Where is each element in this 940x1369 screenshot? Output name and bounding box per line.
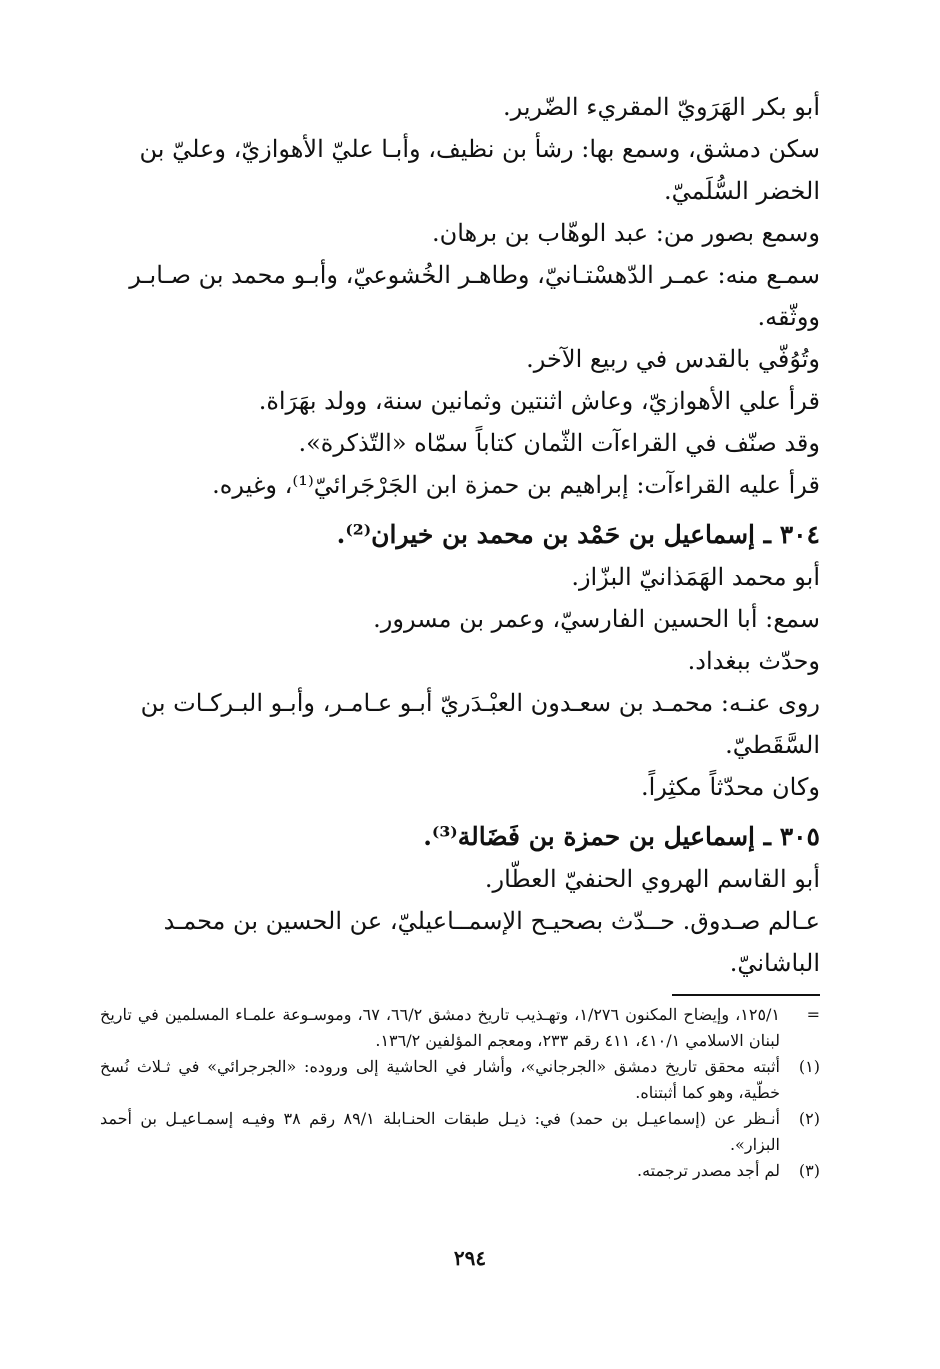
text-line: الخضر السُّلَميّ. — [664, 177, 820, 205]
text-line: أبو بكر الهَرَويّ المقريء الضّرير. — [503, 93, 820, 121]
main-text — [100, 86, 820, 984]
footnote-1 — [100, 1054, 820, 1106]
footnotes — [100, 1000, 820, 1184]
text-line: سمـع منه: عمـر الدّهسْتـانيّ، وطاهـر الخُشوعيّ، وأبـو محمد بن صـابـر — [129, 261, 820, 289]
text-line: سكن دمشق، وسمع بها: رشأ بن نظيف، وأبـا عليّ الأهوازيّ، وعليّ بن — [139, 135, 820, 163]
footnote-mark: = — [806, 1005, 820, 1024]
text-line: أبو القاسم الهروي الحنفيّ العطّار. — [484, 865, 820, 893]
text-line: وحدّث ببغداد. — [687, 647, 820, 675]
footnote-text: لم أجد مصدر ترجمته. — [637, 1161, 780, 1180]
footnote-mark: (٢) — [798, 1109, 820, 1128]
text-line: وتُوُفّي بالقدس في ربيع الآخر. — [526, 345, 820, 373]
footnote-2 — [100, 1106, 820, 1158]
footnote-mark: (١) — [798, 1057, 820, 1076]
footnote-text: أنـظر عن (إسماعيـل بن حمد) في: ذيـل طبقات الحنـابلة ٨٩/١ رقم ٣٨ وفيـه إسمـاعيـل بن أحمد البزار». — [100, 1109, 780, 1154]
page-number: ٢٩٤ — [453, 1246, 487, 1270]
text-line: روى عنـه: محمـد بن سعـدون العبْـدَريّ أبـو عـامـر، وأبـو البـركـات بن — [140, 689, 820, 717]
text-line: سمع: أبا الحسين الفارسيّ، وعمر بن مسرور. — [373, 605, 820, 633]
entry-heading-305: ٣٠٥ ـ إسماعيل بن حمزة بن فَضَالة⁽³⁾. — [423, 822, 820, 851]
text-line: عـالم صـدوق. حــدّث بصحيـح الإسمــاعيليّ، عن الحسين بن محمـد — [163, 907, 820, 935]
text-line: وسمع بصور من: عبد الوهّاب بن برهان. — [431, 219, 820, 247]
text-line: وكان محدّثاً مكثِراً. — [640, 773, 820, 801]
footnote-mark: (٣) — [798, 1161, 820, 1180]
text-line: قرأ علي الأهوازيّ، وعاش اثنتين وثمانين سنة، وولد بهَرَاة. — [258, 387, 820, 415]
footnote-text: ١٢٥/١، وإيضاح المكنون ١/٢٧٦، وتهـذيب تاريخ دمشق ٦٦/٢، ٦٧، وموسـوعة علمـاء المسلمين في تاريخ لبنان الاسلامي ٤١٠/١، ٤١١ رقم ٢٣٣، ومعجم المؤلفين ١٣٦/٢. — [100, 1005, 781, 1050]
text-line: ووثّقه. — [757, 303, 820, 331]
entry-heading-304: ٣٠٤ ـ إسماعيل بن حَمْد بن محمد بن خيران⁽²⁾. — [336, 520, 820, 549]
footnote-text: أثبته محقق تاريخ دمشق «الجرجاني»، وأشار في الحاشية إلى وروده: «الجرجرائي» في ثـلاث نُسخ خطّية، وهو كما أثبتناه. — [100, 1057, 780, 1102]
text-line: الباشانيّ. — [729, 949, 820, 977]
footnote-continued — [100, 1002, 820, 1054]
text-line: قرأ عليه القراءآت: إبراهيم بن حمزة ابن الجَرْجَرائيّ⁽¹⁾، وغيره. — [212, 471, 820, 499]
footnote-3 — [100, 1158, 820, 1184]
footnote-divider — [672, 994, 820, 996]
text-line: وقد صنّف في القراءآت الثّمان كتاباً سمّاه «التّذكرة». — [298, 429, 820, 457]
text-line: أبو محمد الهَمَذانيّ البزّاز. — [571, 563, 820, 591]
text-line: السَّقَطيّ. — [725, 731, 820, 759]
